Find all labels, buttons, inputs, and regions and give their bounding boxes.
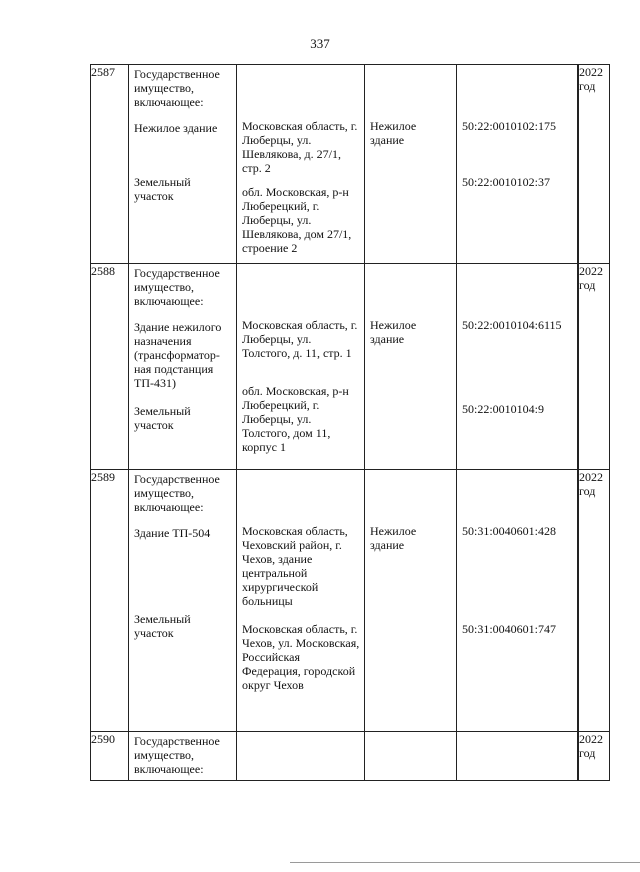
- entry-number: 2589: [91, 470, 129, 732]
- page-bottom-rule: [290, 862, 640, 863]
- item-cadastral-number: 50:31:0040601:747: [462, 622, 557, 636]
- item-address: Московская область, г. Чехов, ул. Московская, Российская Федерация, городской округ Чехов: [242, 622, 360, 692]
- entry-purpose-cell: [365, 264, 457, 470]
- entry-year: 2022 год: [579, 264, 610, 470]
- item-purpose: Нежилое здание: [370, 119, 417, 147]
- entry-cadastral-cell: [457, 732, 578, 781]
- entry-names-cell: [129, 264, 237, 470]
- entry-purpose-cell: [365, 732, 457, 781]
- item-name: Здание ТП-504: [134, 526, 211, 540]
- registry-row: [91, 732, 610, 781]
- item-address: обл. Московская, р-н Люберецкий, г. Люберцы, ул. Шевлякова, дом 27/1, строение 2: [242, 185, 352, 255]
- item-name: Здание нежилого назначения (трансформатор-ная подстанция ТП-431): [134, 320, 222, 390]
- registry-row: [91, 264, 610, 470]
- item-address: обл. Московская, р-н Люберецкий, г. Люберцы, ул. Толстого, дом 11, корпус 1: [242, 384, 349, 454]
- entry-number: 2590: [91, 732, 129, 781]
- page-number: 337: [310, 36, 330, 51]
- item-cadastral-number: 50:22:0010104:6115: [462, 318, 562, 332]
- item-name: Земельный участок: [134, 404, 191, 432]
- property-registry-table: [90, 64, 610, 781]
- item-purpose: Нежилое здание: [370, 524, 417, 552]
- owner-label: Государственное имущество, включающее:: [134, 472, 220, 514]
- item-address: Московская область, Чеховский район, г. Чехов, здание центральной хирургической больницы: [242, 524, 348, 608]
- entry-address-cell: [237, 732, 365, 781]
- entry-number: 2587: [91, 65, 129, 264]
- item-address: Московская область, г. Люберцы, ул. Шевлякова, д. 27/1, стр. 2: [242, 119, 358, 175]
- owner-label: Государственное имущество, включающее:: [134, 734, 220, 776]
- entry-names-cell: [129, 732, 237, 781]
- entry-cadastral-cell: [457, 65, 578, 264]
- entry-cadastral-cell: [457, 264, 578, 470]
- item-name: Нежилое здание: [134, 121, 218, 135]
- entry-number: 2588: [91, 264, 129, 470]
- owner-label: Государственное имущество, включающее:: [134, 67, 220, 109]
- owner-label: Государственное имущество, включающее:: [134, 266, 220, 308]
- item-cadastral-number: 50:31:0040601:428: [462, 524, 557, 538]
- item-address: Московская область, г. Люберцы, ул. Толстого, д. 11, стр. 1: [242, 318, 358, 360]
- entry-address-cell: [237, 264, 365, 470]
- entry-purpose-cell: [365, 470, 457, 732]
- entry-address-cell: [237, 65, 365, 264]
- entry-year: 2022 год: [579, 65, 610, 264]
- entry-year: 2022 год: [579, 732, 610, 781]
- entry-names-cell: [129, 65, 237, 264]
- item-cadastral-number: 50:22:0010102:37: [462, 175, 551, 189]
- entry-purpose-cell: [365, 65, 457, 264]
- item-name: Земельный участок: [134, 612, 191, 640]
- entry-names-cell: [129, 470, 237, 732]
- item-cadastral-number: 50:22:0010102:175: [462, 119, 557, 133]
- registry-row: [91, 65, 610, 264]
- entry-year: 2022 год: [579, 470, 610, 732]
- entry-cadastral-cell: [457, 470, 578, 732]
- item-purpose: Нежилое здание: [370, 318, 417, 346]
- entry-address-cell: [237, 470, 365, 732]
- registry-row: [91, 470, 610, 732]
- item-cadastral-number: 50:22:0010104:9: [462, 402, 545, 416]
- item-name: Земельный участок: [134, 175, 191, 203]
